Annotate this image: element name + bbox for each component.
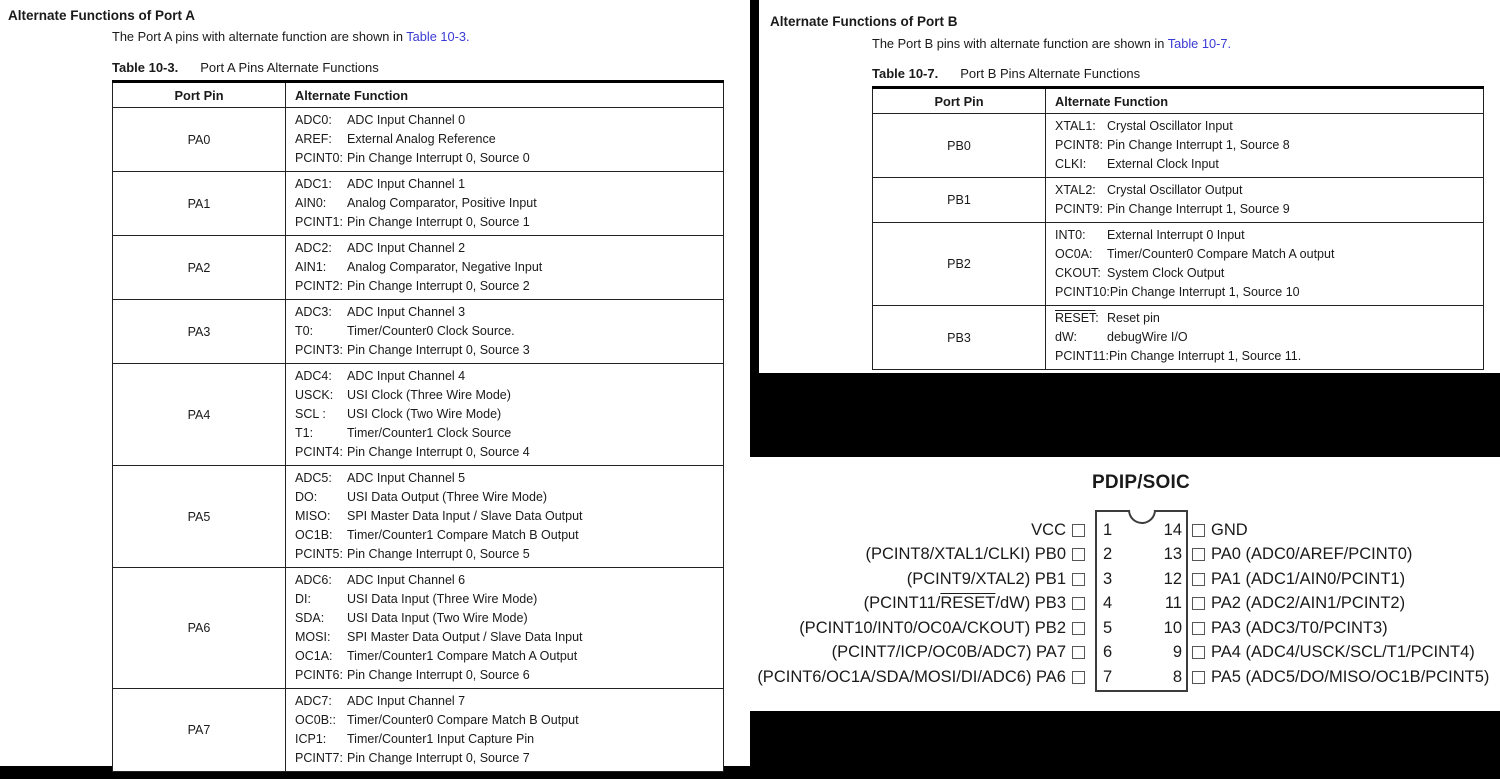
function-desc: ADC Input Channel 3	[347, 305, 466, 319]
pin-label-right: PA3 (ADC3/T0/PCINT3)	[1211, 618, 1388, 637]
pin-pad-icon	[1072, 597, 1085, 610]
pin-label-left: VCC	[1031, 520, 1066, 539]
function-abbr: XTAL1:	[1055, 119, 1096, 133]
pin-number-right: 10	[1163, 618, 1182, 637]
pin-number-right: 14	[1163, 520, 1182, 539]
pin-label-left: (PCINT10/INT0/OC0A/CKOUT) PB2	[799, 618, 1066, 637]
function-desc: Pin Change Interrupt 0, Source 3	[347, 343, 530, 357]
function-line	[295, 609, 717, 628]
function-desc: Timer/Counter0 Clock Source.	[347, 324, 515, 338]
table-header-row	[873, 88, 1484, 114]
function-abbr: PCINT8:	[1055, 138, 1103, 152]
function-desc: Pin Change Interrupt 0, Source 5	[347, 547, 530, 561]
table-10-7-caption	[872, 66, 1140, 81]
port-b-intro-text: The Port B pins with alternate function are shown in	[872, 36, 1168, 51]
pinout-section	[750, 457, 1500, 711]
function-line	[295, 239, 717, 258]
function-line	[295, 175, 717, 194]
pin-pad-icon	[1192, 646, 1205, 659]
function-desc: System Clock Output	[1107, 266, 1225, 280]
table-caption-title: Port A Pins Alternate Functions	[200, 60, 379, 75]
port-b-table-body	[873, 114, 1484, 370]
function-abbr: CLKI:	[1055, 157, 1087, 171]
function-abbr: ADC1:	[295, 177, 332, 191]
pin-pad-icon	[1192, 597, 1205, 610]
function-line	[295, 130, 717, 149]
function-abbr: ICP1:	[295, 732, 327, 746]
function-line	[295, 424, 717, 443]
function-desc: ADC Input Channel 7	[347, 694, 466, 708]
function-abbr: PCINT9:	[1055, 202, 1103, 216]
function-abbr: DO:	[295, 490, 318, 504]
pin-pad-icon	[1192, 622, 1205, 635]
alternate-function-cell	[286, 689, 724, 772]
pin-pad-icon	[1072, 548, 1085, 561]
table-caption-label: Table 10-3.	[112, 60, 179, 75]
function-abbr: MOSI:	[295, 630, 331, 644]
function-desc: USI Clock (Three Wire Mode)	[347, 388, 511, 402]
port-pin-cell: PA7	[113, 689, 286, 772]
function-abbr: ADC5:	[295, 471, 332, 485]
pin-row	[750, 543, 1500, 568]
port-a-intro-text: The Port A pins with alternate function are shown in	[112, 29, 407, 44]
function-line	[1055, 181, 1477, 200]
table-row	[113, 300, 724, 364]
port-pin-cell: PA1	[113, 172, 286, 236]
function-desc: External Analog Reference	[347, 132, 496, 146]
alternate-function-cell	[1046, 178, 1484, 223]
function-line	[1055, 328, 1477, 347]
function-line	[295, 488, 717, 507]
function-line	[1055, 264, 1477, 283]
function-abbr: MISO:	[295, 509, 331, 523]
function-abbr: PCINT6:	[295, 668, 343, 682]
table-row	[873, 178, 1484, 223]
function-abbr: PCINT10:	[1055, 285, 1110, 299]
port-pin-cell: PA6	[113, 568, 286, 689]
pin-label-right: PA0 (ADC0/AREF/PCINT0)	[1211, 545, 1413, 564]
function-abbr: AIN0:	[295, 196, 327, 210]
function-line	[1055, 226, 1477, 245]
function-line	[295, 258, 717, 277]
function-abbr: ADC6:	[295, 573, 332, 587]
function-desc: Pin Change Interrupt 0, Source 2	[347, 279, 530, 293]
alternate-function-header: Alternate Function	[286, 82, 724, 108]
function-line	[295, 367, 717, 386]
function-desc: Reset pin	[1107, 311, 1160, 325]
function-abbr: ADC0:	[295, 113, 332, 127]
pin-number-right: 11	[1164, 594, 1182, 613]
function-line	[295, 386, 717, 405]
table-header	[113, 82, 724, 108]
pin-pad-icon	[1072, 573, 1085, 586]
port-a-table-body	[113, 108, 724, 772]
function-abbr: OC0B::	[295, 713, 336, 727]
function-line	[295, 545, 717, 564]
port-pin-cell: PA4	[113, 364, 286, 466]
function-line	[295, 571, 717, 590]
pin-label-right: PA5 (ADC5/DO/MISO/OC1B/PCINT5)	[1211, 667, 1490, 686]
port-b-table	[872, 86, 1484, 370]
table-header	[873, 88, 1484, 114]
alternate-function-cell	[286, 568, 724, 689]
overline-text: RESET	[1055, 311, 1096, 325]
table-caption-title: Port B Pins Alternate Functions	[960, 66, 1141, 81]
pin-number-left: 3	[1103, 569, 1113, 588]
pin-label-right: GND	[1211, 520, 1248, 539]
pin-number-left: 4	[1103, 594, 1113, 613]
function-abbr: OC1A:	[295, 649, 333, 663]
function-line	[295, 111, 717, 130]
port-pin-cell: PA3	[113, 300, 286, 364]
function-line	[295, 526, 717, 545]
function-desc: ADC Input Channel 1	[347, 177, 466, 191]
pin-number-right: 13	[1163, 545, 1182, 564]
function-desc: External Clock Input	[1107, 157, 1219, 171]
pin-number-right: 12	[1163, 569, 1182, 588]
function-abbr: XTAL2:	[1055, 183, 1096, 197]
overline-text: RESET	[940, 594, 996, 613]
function-desc: USI Data Output (Three Wire Mode)	[347, 490, 548, 504]
table-row	[113, 108, 724, 172]
pin-pad-icon	[1072, 524, 1085, 537]
table-10-3-link[interactable]: Table 10-3.	[406, 29, 470, 44]
alternate-function-cell	[286, 172, 724, 236]
table-row	[113, 364, 724, 466]
function-desc: Timer/Counter1 Input Capture Pin	[347, 732, 535, 746]
alternate-function-cell	[286, 466, 724, 568]
pin-label-left: (PCINT8/XTAL1/CLKI) PB0	[865, 545, 1066, 564]
pin-row	[750, 592, 1500, 617]
port-b-intro	[872, 36, 1231, 51]
function-abbr: RESET:	[1055, 311, 1099, 325]
function-desc: Timer/Counter1 Clock Source	[347, 426, 512, 440]
table-row	[113, 466, 724, 568]
port-a-section	[0, 0, 750, 766]
function-desc: Timer/Counter0 Compare Match B Output	[347, 713, 579, 727]
function-line	[295, 149, 717, 168]
function-abbr: PCINT2:	[295, 279, 343, 293]
pin-number-left: 1	[1103, 520, 1113, 539]
port-pin-header: Port Pin	[113, 82, 286, 108]
pin-pad-icon	[1072, 646, 1085, 659]
function-desc: Pin Change Interrupt 1, Source 8	[1107, 138, 1290, 152]
function-desc: USI Data Input (Three Wire Mode)	[347, 592, 538, 606]
function-desc: Timer/Counter0 Compare Match A output	[1107, 247, 1335, 261]
function-abbr: CKOUT:	[1055, 266, 1101, 280]
table-header-row	[113, 82, 724, 108]
function-desc: Timer/Counter1 Compare Match B Output	[347, 528, 579, 542]
table-row	[113, 172, 724, 236]
function-line	[295, 628, 717, 647]
table-row	[113, 236, 724, 300]
page-divider	[750, 0, 759, 374]
port-pin-cell: PA0	[113, 108, 286, 172]
function-line	[295, 469, 717, 488]
function-abbr: T1:	[295, 426, 314, 440]
pin-row	[750, 665, 1500, 690]
function-abbr: SCL :	[295, 407, 326, 421]
function-abbr: OC1B:	[295, 528, 333, 542]
function-abbr: ADC2:	[295, 241, 332, 255]
table-row	[873, 223, 1484, 306]
port-b-section	[759, 0, 1500, 373]
pin-row	[750, 567, 1500, 592]
function-desc: Analog Comparator, Positive Input	[347, 196, 537, 210]
pin-rows	[750, 518, 1500, 690]
alternate-function-cell	[286, 108, 724, 172]
pin-pad-icon	[1072, 622, 1085, 635]
function-desc: Pin Change Interrupt 1, Source 11.	[1108, 349, 1302, 363]
function-desc: ADC Input Channel 4	[347, 369, 466, 383]
function-line	[295, 590, 717, 609]
function-desc: Pin Change Interrupt 0, Source 0	[347, 151, 530, 165]
function-abbr: AREF:	[295, 132, 332, 146]
pin-number-left: 7	[1103, 667, 1113, 686]
pin-number-left: 5	[1103, 618, 1113, 637]
pin-row	[750, 616, 1500, 641]
function-desc: Pin Change Interrupt 0, Source 1	[347, 215, 530, 229]
function-desc: ADC Input Channel 5	[347, 471, 466, 485]
function-line	[295, 647, 717, 666]
alternate-function-header: Alternate Function	[1046, 88, 1484, 114]
pin-label-left: (PCINT9/XTAL2) PB1	[906, 569, 1066, 588]
pin-pad-icon	[1072, 671, 1085, 684]
function-line	[295, 213, 717, 232]
function-line	[1055, 245, 1477, 264]
function-abbr: PCINT1:	[295, 215, 343, 229]
function-abbr: ADC4:	[295, 369, 332, 383]
pin-pad-icon	[1192, 524, 1205, 537]
pin-pad-icon	[1192, 671, 1205, 684]
function-abbr: T0:	[295, 324, 314, 338]
function-abbr: INT0:	[1055, 228, 1086, 242]
pin-number-left: 6	[1103, 643, 1113, 662]
function-abbr: AIN1:	[295, 260, 327, 274]
pin-label-left: (PCINT6/OC1A/SDA/MOSI/DI/ADC6) PA6	[757, 667, 1066, 686]
port-a-heading: Alternate Functions of Port A	[8, 8, 196, 23]
function-abbr: PCINT4:	[295, 445, 343, 459]
function-abbr: PCINT3:	[295, 343, 343, 357]
function-desc: ADC Input Channel 2	[347, 241, 466, 255]
pin-number-right: 9	[1172, 643, 1182, 662]
alternate-function-cell	[1046, 223, 1484, 306]
alternate-function-cell	[1046, 306, 1484, 370]
port-pin-cell: PB3	[873, 306, 1046, 370]
port-b-heading: Alternate Functions of Port B	[770, 14, 958, 29]
function-line	[1055, 283, 1477, 302]
function-desc: Pin Change Interrupt 0, Source 6	[347, 668, 530, 682]
table-row	[113, 689, 724, 772]
port-pin-cell: PA5	[113, 466, 286, 568]
function-line	[1055, 155, 1477, 174]
function-desc: Pin Change Interrupt 0, Source 4	[347, 445, 530, 459]
function-abbr: ADC7:	[295, 694, 332, 708]
function-abbr: USCK:	[295, 388, 334, 402]
function-desc: ADC Input Channel 6	[347, 573, 466, 587]
function-line	[295, 303, 717, 322]
pin-label-right: PA2 (ADC2/AIN1/PCINT2)	[1211, 594, 1406, 613]
pin-label-left: (PCINT7/ICP/OC0B/ADC7) PA7	[831, 643, 1066, 662]
port-pin-cell: PB0	[873, 114, 1046, 178]
port-pin-cell: PB1	[873, 178, 1046, 223]
alternate-function-cell	[286, 300, 724, 364]
function-desc: Crystal Oscillator Input	[1107, 119, 1233, 133]
alternate-function-cell	[1046, 114, 1484, 178]
table-row	[113, 568, 724, 689]
pin-label-left: (PCINT11/RESET/dW) PB3	[863, 594, 1066, 613]
pin-row	[750, 641, 1500, 666]
function-desc: SPI Master Data Output / Slave Data Input	[347, 630, 583, 644]
function-abbr: PCINT7:	[295, 751, 343, 765]
function-line	[295, 507, 717, 526]
function-line	[1055, 200, 1477, 219]
port-pin-cell: PA2	[113, 236, 286, 300]
function-abbr: DI:	[295, 592, 311, 606]
function-desc: Pin Change Interrupt 1, Source 9	[1107, 202, 1290, 216]
function-desc: ADC Input Channel 0	[347, 113, 466, 127]
function-line	[295, 277, 717, 296]
function-line	[295, 711, 717, 730]
function-abbr: SDA:	[295, 611, 325, 625]
pin-label-right: PA1 (ADC1/AIN0/PCINT1)	[1211, 569, 1406, 588]
function-abbr: PCINT5:	[295, 547, 343, 561]
pin-number-left: 2	[1103, 545, 1113, 564]
function-desc: USI Clock (Two Wire Mode)	[347, 407, 502, 421]
function-line	[1055, 136, 1477, 155]
function-desc: Pin Change Interrupt 1, Source 10	[1109, 285, 1300, 299]
function-desc: Crystal Oscillator Output	[1107, 183, 1243, 197]
function-line	[295, 341, 717, 360]
function-desc: USI Data Input (Two Wire Mode)	[347, 611, 528, 625]
pin-row	[750, 518, 1500, 543]
port-a-intro	[112, 29, 470, 44]
table-row	[873, 114, 1484, 178]
function-abbr: ADC3:	[295, 305, 332, 319]
table-caption-label: Table 10-7.	[872, 66, 939, 81]
pin-number-right: 8	[1172, 667, 1182, 686]
function-line	[1055, 117, 1477, 136]
alternate-function-cell	[286, 236, 724, 300]
pinout-title: PDIP/SOIC	[1092, 472, 1190, 493]
function-line	[295, 443, 717, 462]
port-a-table	[112, 80, 724, 772]
function-line	[295, 322, 717, 341]
function-line	[1055, 347, 1477, 366]
port-pin-cell: PB2	[873, 223, 1046, 306]
function-desc: debugWire I/O	[1107, 330, 1188, 344]
table-row	[873, 306, 1484, 370]
alternate-function-cell	[286, 364, 724, 466]
function-desc: SPI Master Data Input / Slave Data Output	[347, 509, 583, 523]
function-line	[295, 749, 717, 768]
pin-pad-icon	[1192, 548, 1205, 561]
pin-label-right: PA4 (ADC4/USCK/SCL/T1/PCINT4)	[1211, 643, 1475, 662]
function-desc: Pin Change Interrupt 0, Source 7	[347, 751, 530, 765]
function-line	[295, 666, 717, 685]
function-desc: Analog Comparator, Negative Input	[347, 260, 543, 274]
function-desc: Timer/Counter1 Compare Match A Output	[347, 649, 578, 663]
pin-pad-icon	[1192, 573, 1205, 586]
function-abbr: OC0A:	[1055, 247, 1093, 261]
table-10-3-caption	[112, 60, 379, 75]
function-line	[295, 194, 717, 213]
table-10-7-link[interactable]: Table 10-7.	[1167, 36, 1232, 51]
function-line	[295, 405, 717, 424]
port-pin-header: Port Pin	[873, 88, 1046, 114]
function-desc: External Interrupt 0 Input	[1107, 228, 1245, 242]
function-line	[295, 730, 717, 749]
function-abbr: dW:	[1055, 330, 1077, 344]
function-line	[1055, 309, 1477, 328]
function-abbr: PCINT0:	[295, 151, 343, 165]
function-abbr: PCINT11:	[1055, 349, 1109, 363]
function-line	[295, 692, 717, 711]
